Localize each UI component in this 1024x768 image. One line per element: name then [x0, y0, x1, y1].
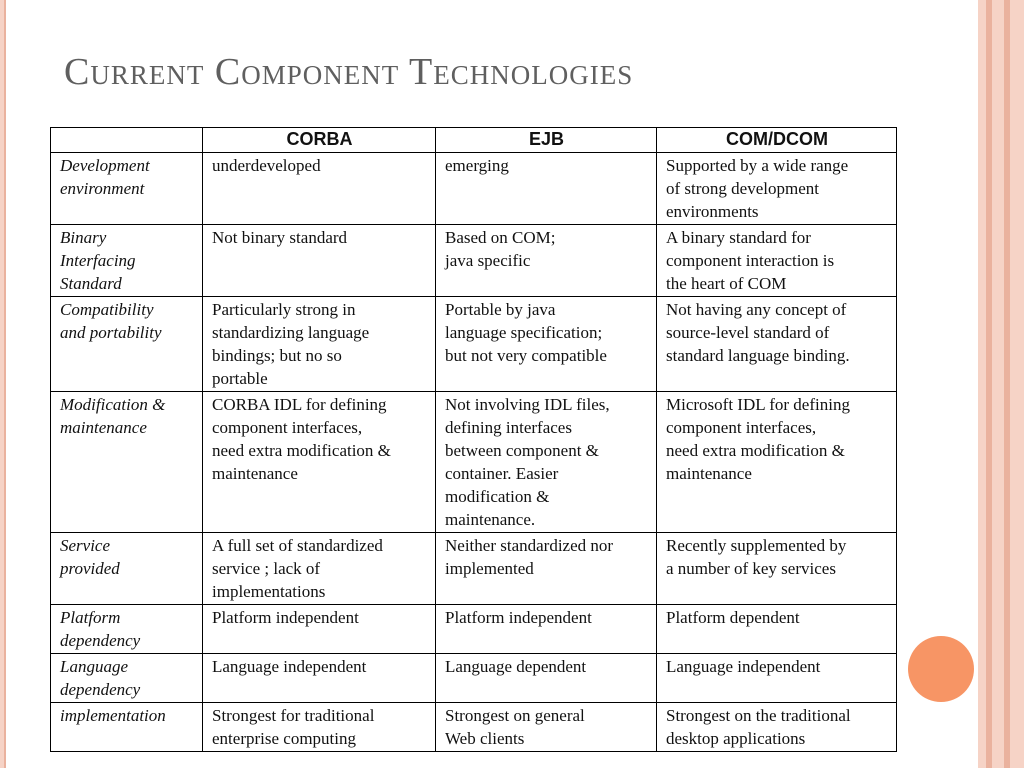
row-header: Service provided	[51, 533, 203, 605]
table-cell: Supported by a wide range of strong development environments	[657, 153, 897, 225]
table-cell: Not having any concept of source-level standard of standard language binding.	[657, 297, 897, 392]
table-cell: A full set of standardized service ; lack of implementations	[203, 533, 436, 605]
corner-header	[51, 128, 203, 153]
table-row	[51, 225, 897, 297]
table-cell: Platform independent	[203, 605, 436, 654]
table-cell: Based on COM; java specific	[436, 225, 657, 297]
table-cell: Strongest on general Web clients	[436, 703, 657, 752]
table-row	[51, 605, 897, 654]
table-cell: Portable by java language specification; but not very compatible	[436, 297, 657, 392]
table-row	[51, 153, 897, 225]
row-header: Platform dependency	[51, 605, 203, 654]
column-header-com-dcom: COM/DCOM	[657, 128, 897, 153]
row-header: implementation	[51, 703, 203, 752]
table-body	[51, 153, 897, 752]
table-cell: Strongest for traditional enterprise computing	[203, 703, 436, 752]
slide-title: Current Component Technologies	[64, 51, 634, 93]
table-row	[51, 654, 897, 703]
table-row	[51, 533, 897, 605]
table-cell: Language dependent	[436, 654, 657, 703]
table-cell: Platform independent	[436, 605, 657, 654]
row-header: Modification & maintenance	[51, 392, 203, 533]
column-header-ejb: EJB	[436, 128, 657, 153]
accent-circle	[908, 636, 974, 702]
table-row	[51, 392, 897, 533]
row-header: Development environment	[51, 153, 203, 225]
left-border-decoration	[0, 0, 6, 768]
table-cell: Not involving IDL files, defining interfaces between component & container. Easier modification & maintenance.	[436, 392, 657, 533]
stripe	[1010, 0, 1024, 768]
right-stripe-decoration	[978, 0, 1024, 768]
comparison-table	[50, 127, 897, 752]
table-cell: Microsoft IDL for defining component interfaces, need extra modification & maintenance	[657, 392, 897, 533]
stripe	[992, 0, 1004, 768]
table-cell: Platform dependent	[657, 605, 897, 654]
table-cell: underdeveloped	[203, 153, 436, 225]
table-cell: Language independent	[203, 654, 436, 703]
table-cell: Recently supplemented by a number of key services	[657, 533, 897, 605]
row-header: Compatibility and portability	[51, 297, 203, 392]
table-cell: Not binary standard	[203, 225, 436, 297]
table-row	[51, 297, 897, 392]
row-header: Binary Interfacing Standard	[51, 225, 203, 297]
stripe	[978, 0, 986, 768]
table-cell: Language independent	[657, 654, 897, 703]
table-cell: emerging	[436, 153, 657, 225]
table-cell: Particularly strong in standardizing language bindings; but no so portable	[203, 297, 436, 392]
table-row	[51, 703, 897, 752]
table-cell: Neither standardized nor implemented	[436, 533, 657, 605]
table-cell: A binary standard for component interaction is the heart of COM	[657, 225, 897, 297]
table-header-row	[51, 128, 897, 153]
column-header-corba: CORBA	[203, 128, 436, 153]
row-header: Language dependency	[51, 654, 203, 703]
table-cell: CORBA IDL for defining component interfaces, need extra modification & maintenance	[203, 392, 436, 533]
table-cell: Strongest on the traditional desktop applications	[657, 703, 897, 752]
